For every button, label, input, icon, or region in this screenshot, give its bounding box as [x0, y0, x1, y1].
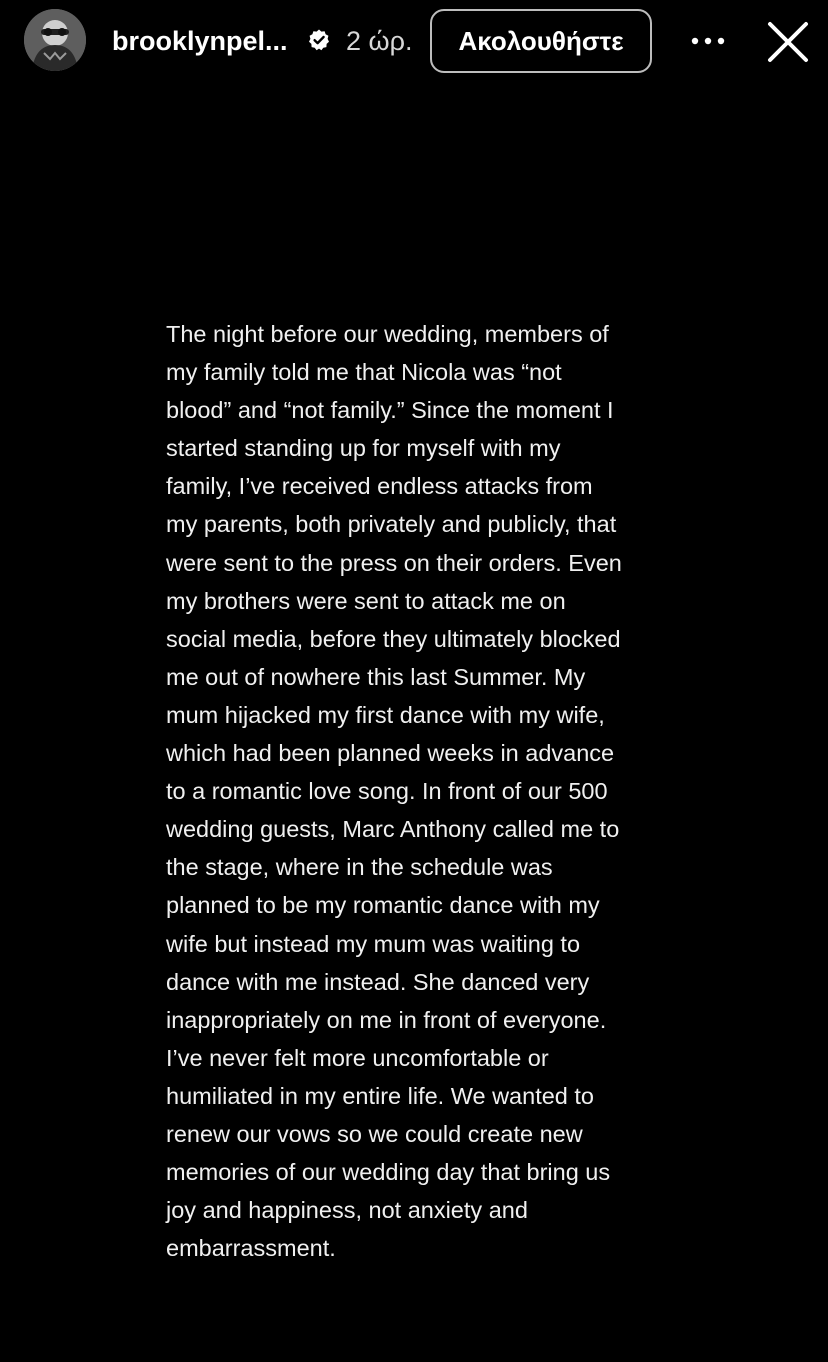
story-line: wife but instead my mum was waiting to — [166, 930, 581, 957]
story-line: me out of nowhere this last Summer. My — [166, 663, 586, 690]
story-line: started standing up for myself with my — [166, 435, 561, 462]
story-header — [0, 0, 828, 84]
story-line: renew our vows so we could create new — [166, 1120, 583, 1147]
story-line: memories of our wedding day that bring us — [166, 1159, 611, 1186]
story-line: wedding guests, Marc Anthony called me to — [166, 816, 620, 843]
avatar[interactable] — [24, 9, 86, 71]
close-icon — [764, 18, 812, 66]
story-text — [166, 315, 686, 1267]
story-line: social media, before they ultimately blocked — [166, 625, 621, 652]
story-line: I’ve never felt more uncomfortable or — [166, 1044, 549, 1071]
verified-badge-icon — [307, 28, 331, 52]
story-line: blood” and “not family.” Since the moment I — [166, 397, 614, 424]
story-line: inappropriately on me in front of everyone. — [166, 1006, 607, 1033]
follow-button[interactable]: Ακολουθήστε — [430, 9, 652, 73]
story-line: family, I’ve received endless attacks from — [166, 473, 593, 500]
story-line: my brothers were sent to attack me on — [166, 587, 566, 614]
story-content[interactable] — [0, 84, 828, 1362]
story-line: mum hijacked my first dance with my wife, — [166, 701, 605, 728]
story-line: embarrassment. — [166, 1235, 336, 1262]
more-horizontal-icon — [684, 20, 732, 60]
timestamp: 2 ώρ. — [346, 26, 413, 56]
close-button[interactable] — [764, 18, 812, 66]
story-line: humiliated in my entire life. We wanted to — [166, 1082, 594, 1109]
story-line: the stage, where in the schedule was — [166, 854, 553, 881]
story-line: my parents, both privately and publicly, that — [166, 511, 617, 538]
story-line: were sent to the press on their orders. Even — [166, 549, 622, 576]
story-line: my family told me that Nicola was “not — [166, 359, 562, 386]
story-line: which had been planned weeks in advance — [166, 740, 615, 767]
story-line: joy and happiness, not anxiety and — [166, 1197, 528, 1224]
more-options-button[interactable] — [684, 20, 732, 60]
story-line: dance with me instead. She danced very — [166, 968, 590, 995]
story-line: to a romantic love song. In front of our 500 — [166, 778, 608, 805]
story-line: The night before our wedding, members of — [166, 321, 609, 347]
username[interactable]: brooklynpel... — [112, 26, 288, 56]
avatar-photo-icon — [24, 9, 86, 71]
story-line: planned to be my romantic dance with my — [166, 892, 600, 919]
